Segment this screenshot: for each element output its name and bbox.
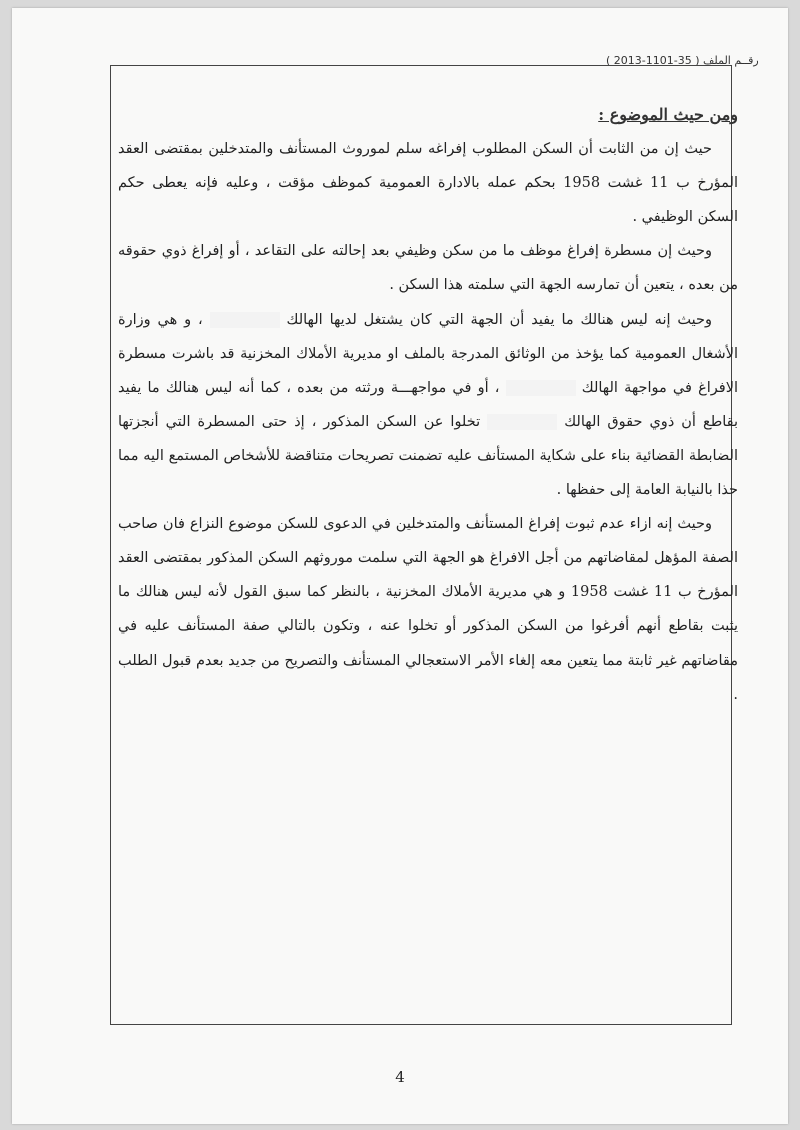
paragraph-2 bbox=[118, 234, 738, 302]
paragraph-text: وحيث إنه ليس هنالك ما يفيد أن الجهة التي كان يشتغل لديها الهالك bbox=[286, 311, 712, 328]
paragraph-text: وحيث إنه ازاء عدم ثبوت إفراغ المستأنف والمتدخلين في الدعوى للسكن موضوع النزاع فان صاحب الصفة المؤهل لمقاضاتهم من أجل الافراغ هو الجهة التي سلمت موروثهم السكن المذكور بمقتضى العقد المؤرخ ب 11 غشت 1958 و هي مديرية الأملاك المخزنية ، بالنظر كما سبق القول لأنه ليس هنالك ما يثبت بقاطع أنهم أفرغوا من السكن المذكور أو تخلوا عنه ، وتكون بالتالي صفة المستأنف عليه في مقاضاتهم غير ثابتة مما يتعين معه إلغاء الأمر الاستعجالي المستأنف والتصريح من جديد بعدم قبول الطلب . bbox=[118, 516, 738, 703]
paragraph-text: حيث إن من الثابت أن السكن المطلوب إفراغه سلم لموروث المستأنف والمتدخلين بمقتضى العقد المؤرخ ب 11 غشت 1958 بحكم عمله بالادارة العمومية كموظف مؤقت ، وعليه فإنه يعطى حكم السكن الوظيفي . bbox=[118, 141, 739, 226]
paragraph-text: ، و هي وزارة الأشغال العمومية كما يؤخذ من الوثائق المدرجة بالملف او مديرية الأملاك المخزنية قد باشرت مسطرة الافراغ في مواجهة الهالك bbox=[118, 311, 739, 396]
redacted-name bbox=[210, 312, 280, 328]
document-body bbox=[118, 98, 738, 712]
redacted-name bbox=[506, 380, 576, 396]
redacted-name bbox=[487, 414, 557, 430]
paragraph-text: ، أو في مواجهـــة ورثته من بعده ، كما أنه ليس هنالك ما يفيد بقاطع أن ذوي حقوق الهالك bbox=[118, 379, 739, 430]
paragraph-1 bbox=[118, 132, 738, 234]
paragraph-text: تخلوا عن السكن المذكور ، إذ حتى المسطرة التي أنجزتها الضابطة القضائية بناء على شكاية المستأنف عليه تضمنت تصريحات متناقضة للأشخاص المستمع اليه مما حذا بالنيابة العامة إلى حفظها . bbox=[118, 413, 738, 499]
paragraph-4 bbox=[118, 507, 738, 712]
file-reference: رقــم الملف ( 35-1101-2013 ) bbox=[606, 54, 759, 67]
section-heading: ومن حيث الموضوع : bbox=[598, 105, 738, 124]
page-number: 4 bbox=[395, 1068, 405, 1086]
paragraph-text: وحيث إن مسطرة إفراغ موظف ما من سكن وظيفي بعد إحالته على التقاعد ، أو إفراغ ذوي حقوقه من بعده ، يتعين أن تمارسه الجهة التي سلمته هذا السكن . bbox=[118, 243, 738, 294]
paragraph-3 bbox=[118, 303, 738, 508]
